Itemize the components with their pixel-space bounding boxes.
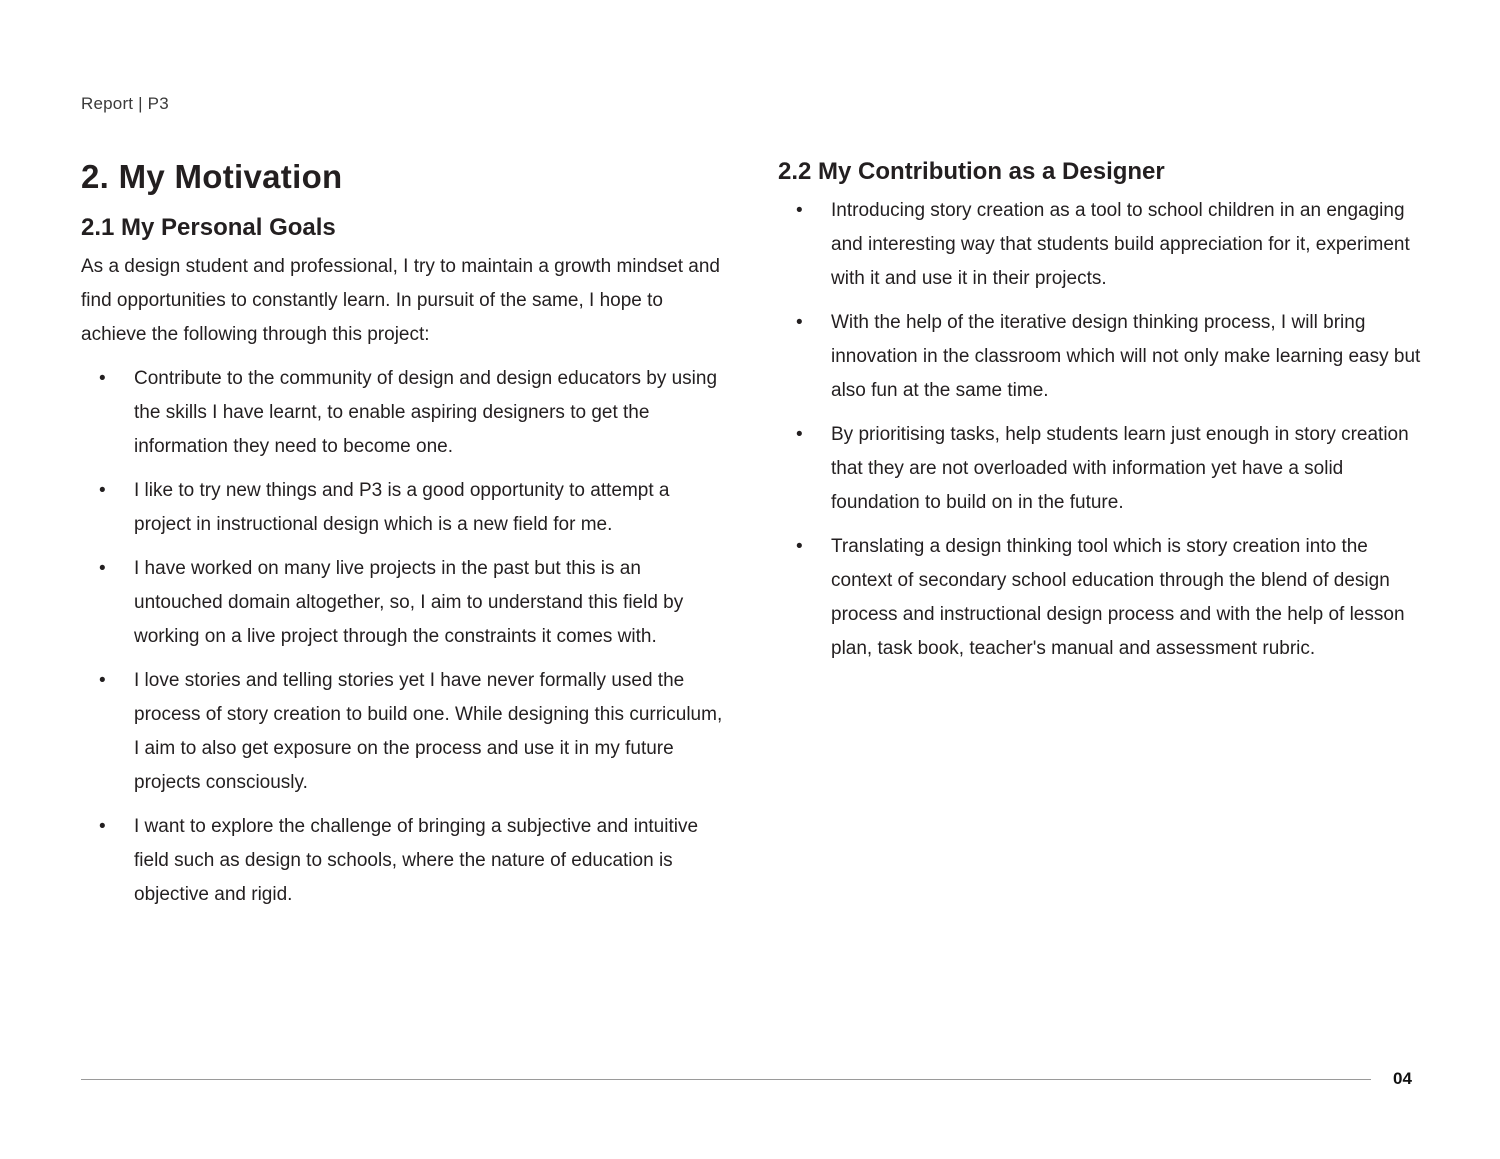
- footer-divider: [81, 1079, 1371, 1080]
- right-column: [778, 156, 1428, 676]
- list-item: [81, 362, 731, 464]
- bullet-icon: •: [99, 670, 106, 691]
- list-item: [81, 552, 731, 654]
- bullet-icon: •: [796, 424, 803, 445]
- bullet-icon: •: [99, 480, 106, 501]
- list-item: [81, 810, 731, 912]
- list-item: [81, 474, 731, 542]
- left-column: [81, 156, 731, 922]
- list-item-text: Translating a design thinking tool which is story creation into the context of secondary school education through the blend of design process and instructional design process and with the help of lesson plan, task book, teacher's manual and assessment rubric.: [831, 536, 1405, 659]
- bullet-icon: •: [99, 368, 106, 389]
- list-item-text: Introducing story creation as a tool to school children in an engaging and interesting way that students build appreciation for it, experiment with it and use it in their projects.: [831, 200, 1410, 289]
- list-item: [778, 194, 1428, 296]
- personal-goals-heading: 2.1 My Personal Goals: [81, 214, 336, 241]
- list-item-text: I love stories and telling stories yet I have never formally used the process of story creation to build one. While designing this curriculum, I aim to also get exposure on the process and use it in my future projects consciously.: [134, 670, 723, 793]
- personal-goals-list: [81, 362, 731, 912]
- report-header: Report | P3: [81, 94, 169, 113]
- contribution-heading: 2.2 My Contribution as a Designer: [778, 158, 1165, 185]
- bullet-icon: •: [99, 816, 106, 837]
- bullet-icon: •: [796, 200, 803, 221]
- list-item-text: With the help of the iterative design thinking process, I will bring innovation in the classroom which will not only make learning easy but also fun at the same time.: [831, 312, 1421, 401]
- list-item-text: I like to try new things and P3 is a good opportunity to attempt a project in instructional design which is a new field for me.: [134, 480, 670, 535]
- contribution-list: [778, 194, 1428, 666]
- page-number: 04: [1393, 1069, 1412, 1088]
- list-item-text: By prioritising tasks, help students learn just enough in story creation that they are not overloaded with information yet have a solid foundation to build on in the future.: [831, 424, 1409, 513]
- bullet-icon: •: [796, 312, 803, 333]
- section-title: 2. My Motivation: [81, 158, 343, 195]
- list-item-text: I have worked on many live projects in the past but this is an untouched domain altogether, so, I aim to understand this field by working on a live project through the constraints it comes with.: [134, 558, 684, 647]
- bullet-icon: •: [99, 558, 106, 579]
- list-item: [778, 418, 1428, 520]
- list-item-text: I want to explore the challenge of bringing a subjective and intuitive field such as design to schools, where the nature of education is objective and rigid.: [134, 816, 699, 905]
- list-item: [81, 664, 731, 800]
- list-item: [778, 530, 1428, 666]
- list-item: [778, 306, 1428, 408]
- bullet-icon: •: [796, 536, 803, 557]
- intro-paragraph: As a design student and professional, I try to maintain a growth mindset and find opportunities to constantly learn. In pursuit of the same, I hope to achieve the following through this project:: [81, 256, 720, 345]
- list-item-text: Contribute to the community of design and design educators by using the skills I have learnt, to enable aspiring designers to get the information they need to become one.: [134, 368, 718, 457]
